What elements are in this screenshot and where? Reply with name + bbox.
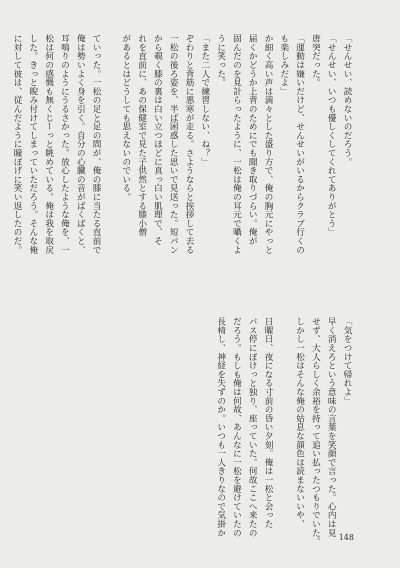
upper-text-block (0, 34, 354, 296)
text-line: した。きっと睨み付けてしまっていただろう。そんな俺 (27, 34, 38, 254)
text-line: 日曜日、夜になる寸前の昏い夕刻。俺は一松と会った (263, 317, 274, 529)
text-line: ぞわりと背筋に悪寒が走る。さようならと挨拶して去る (184, 34, 195, 254)
text-line: しかし一松はそんな俺の姑息な顔色は読まないいや、 (294, 317, 305, 529)
text-line (0, 34, 8, 296)
text-line: 松は何の感慨も無くじーっと眺めている。俺は我を取戻 (43, 34, 54, 254)
text-line: 「せんせい、読めないのだろう。 (342, 34, 352, 166)
text-line: 唐突だった。 (310, 34, 321, 87)
text-line: 早く消えろという意味の言葉を笑顔で言った。心内は見 (326, 317, 337, 537)
text-line: 固んだのを見計らったように、一松は俺の耳元で囁くよ (231, 34, 242, 254)
text-line: 「せんせい、いつも優しくしてくれてありがとう」 (326, 34, 337, 237)
text-line: 「運動は嫌いだけど、せんせいがいるからクラブ行くの (294, 34, 305, 254)
text-line: れを直前に、あの保健室で見た子供然とする膝小僧 (136, 34, 147, 237)
page-number: 148 (338, 533, 354, 542)
text-line: に対して彼は、従んだように瞳ぼげに笑い返したのだ。 (12, 34, 23, 254)
text-line: バス停にぼけっと独り、座っていた。何故ここへ来たの (247, 317, 258, 537)
text-line: も楽しみだよ」 (278, 34, 289, 96)
text-line: があるとはどうしても思えないのでいる。 (120, 34, 131, 202)
text-line: 一松の後ろ姿を、半ば困惑した思いで見送った。短パン (168, 34, 179, 254)
text-line: うに笑った。 (215, 34, 226, 87)
text-line: 耳鳴りのようにうるさかった。放心したような俺を、一 (59, 34, 70, 254)
text-line: 「また二人で練習しない、ね？」 (199, 34, 210, 166)
text-line: だろう。もしも俺は何故、あんなに一松を避けていたの (231, 317, 242, 537)
text-line: 俺は勢いよく身を引く。自分の心臓の音がばくばくと、 (75, 34, 86, 254)
text-line: か細く高い声は満々とした盛り方で、俺の胸元にやっと (263, 34, 274, 254)
text-line (275, 317, 291, 533)
text-line: ていった。一松の足と足の間が、俺の膝に当たる直前で (91, 34, 102, 254)
upper-left-column-group (0, 34, 103, 296)
text-line: 長椅し、神経を失ずのか。いつも一人きりなので気掛か (215, 317, 226, 537)
text-line: 「気をつけて帰れよ」 (342, 317, 352, 405)
text-line: から覗く膝の裏は白い立つほどに真っ白い肌理で、そ (152, 34, 163, 246)
text-line: せず、大人らしく余裕を持って追い払ったつもりでいた。 (310, 317, 321, 546)
text-line: 届くかどうか上背のためにでも聞き取りづらい。俺が (247, 34, 258, 246)
upper-right-column-group (117, 34, 354, 296)
